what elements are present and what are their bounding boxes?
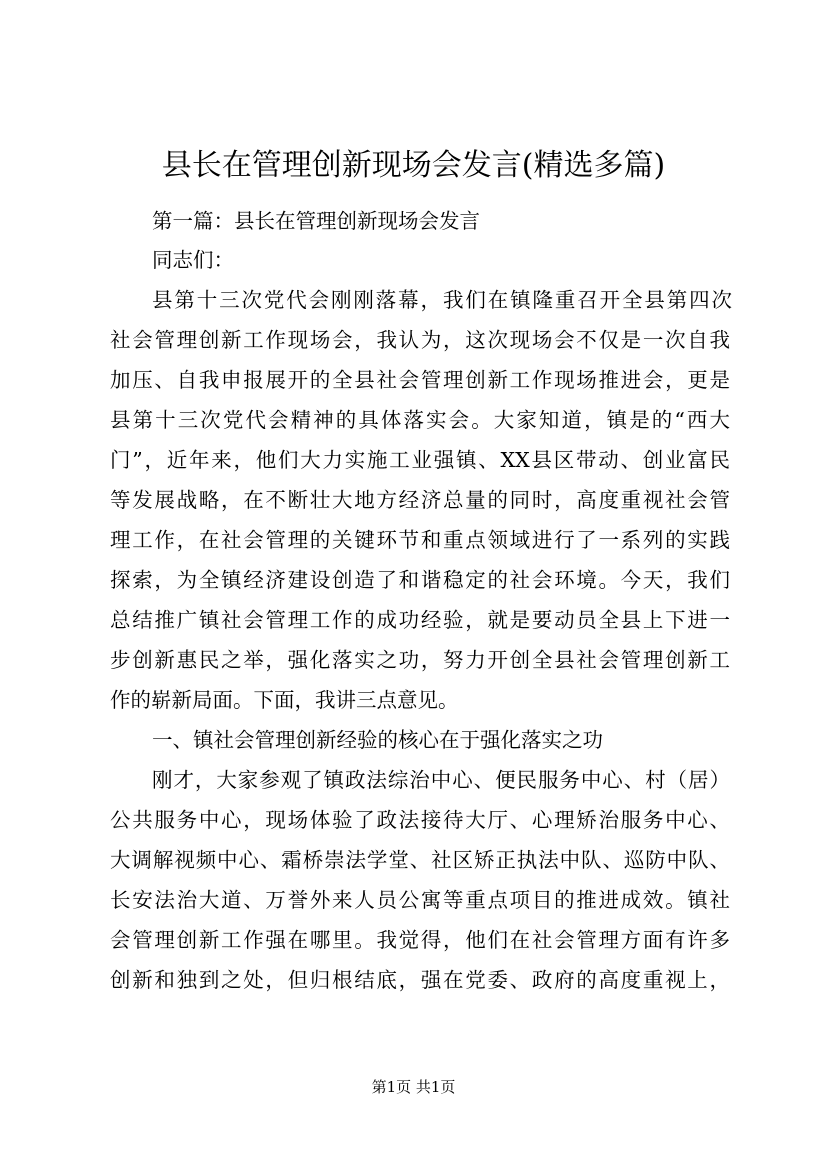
paragraph-line: 刚才，大家参观了镇政法综治中心、便民服务中心、村（居） [152,768,730,792]
salutation: 同志们： [152,248,234,272]
paragraph-line: 长安法治大道、万誉外来人员公寓等重点项目的推进成效。镇社 [110,888,730,912]
paragraph-line: 等发展战略，在不断壮大地方经济总量的同时，高度重视社会管 [110,488,730,512]
paragraph-line: 会管理创新工作强在哪里。我觉得，他们在社会管理方面有许多 [110,928,730,952]
paragraph-line: 创新和独到之处，但归根结底，强在党委、政府的高度重视上， [110,968,730,992]
subsection-heading: 一、镇社会管理创新经验的核心在于强化落实之功 [152,728,603,752]
paragraph-line: 县第十三次党代会刚刚落幕，我们在镇隆重召开全县第四次 [152,288,732,312]
paragraph-line: 总结推广镇社会管理工作的成功经验，就是要动员全县上下进一 [110,608,730,632]
paragraph-line: 公共服务中心，现场体验了政法接待大厅、心理矫治服务中心、 [110,808,730,832]
paragraph-line: 探索，为全镇经济建设创造了和谐稳定的社会环境。今天，我们 [110,568,730,592]
paragraph-line: 大调解视频中心、霜桥崇法学堂、社区矫正执法中队、巡防中队、 [110,848,730,872]
paragraph-line: 理工作，在社会管理的关键环节和重点领域进行了一系列的实践 [110,528,730,552]
paragraph-line: 县第十三次党代会精神的具体落实会。大家知道，镇是的“西大 [110,408,730,432]
paragraph-line: 门”，近年来，他们大力实施工业强镇、XX县区带动、创业富民 [110,448,730,472]
paragraph-line: 社会管理创新工作现场会，我认为，这次现场会不仅是一次自我 [110,328,730,352]
section-heading: 第一篇：县长在管理创新现场会发言 [152,209,480,233]
page-footer: 第1页 共1页 [371,1078,456,1096]
paragraph-line: 加压、自我申报展开的全县社会管理创新工作现场推进会，更是 [110,368,730,392]
paragraph-line: 作的崭新局面。下面，我讲三点意见。 [110,688,459,712]
paragraph-line: 步创新惠民之举，强化落实之功，努力开创全县社会管理创新工 [110,648,730,672]
document-title: 县长在管理创新现场会发言(精选多篇) [161,148,666,183]
